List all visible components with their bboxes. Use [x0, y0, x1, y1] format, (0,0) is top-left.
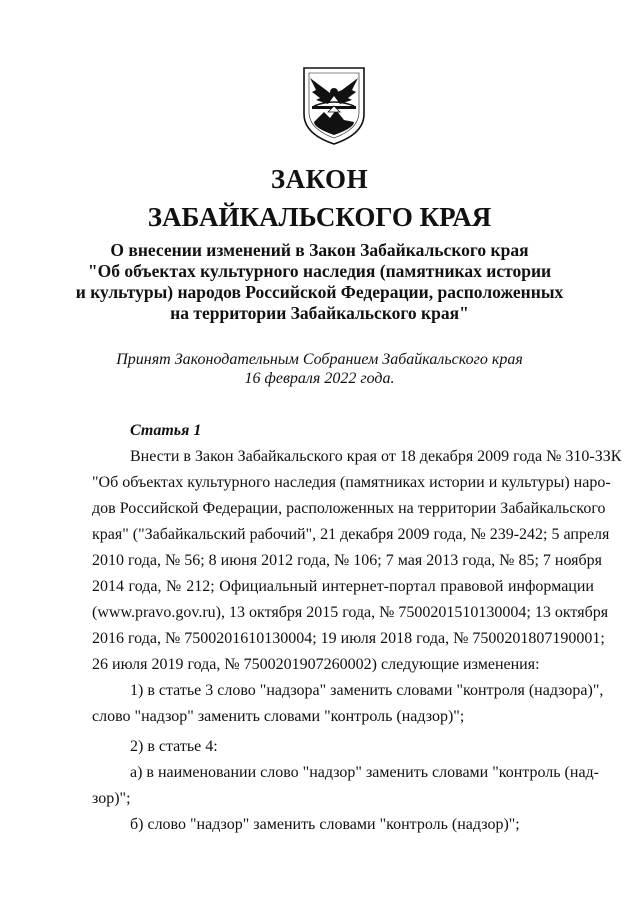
article-line: Внести в Закон Забайкальского края от 18 декабря 2009 года № 310-ЗЗК [130, 448, 622, 465]
article-line: 2014 года, № 212; Официальный интернет-портал правовой информации [92, 578, 594, 595]
law-subject-line: "Об объектах культурного наследия (памятниках истории [87, 261, 552, 281]
article-line: зор)"; [92, 790, 131, 807]
article-heading: Статья 1 [130, 422, 202, 439]
article-line: края" ("Забайкальский рабочий", 21 декабря 2009 года, № 239-242; 5 апреля [92, 526, 610, 543]
law-subject-line: О внесении изменений в Закон Забайкальского края [110, 240, 529, 260]
article-line: слово "надзор" заменить словами "контроль (надзор)"; [92, 708, 465, 725]
law-title: ЗАКОН [270, 164, 369, 194]
article-line: 2016 года, № 7500201610130004; 19 июля 2018 года, № 7500201807190001; [92, 630, 605, 647]
article-line: 26 июля 2019 года, № 7500201907260002) следующие изменения: [92, 656, 540, 673]
coat-of-arms-icon [300, 62, 368, 146]
adoption-date: 16 февраля 2022 года. [244, 370, 395, 387]
article-line: "Об объектах культурного наследия (памятниках истории и культуры) наро- [92, 474, 611, 491]
law-subject-line: на территории Забайкальского края" [170, 303, 469, 323]
region-title: ЗАБАЙКАЛЬСКОГО КРАЯ [147, 202, 492, 232]
article-line: (www.pravo.gov.ru), 13 октября 2015 года, № 7500201510130004; 13 октября [92, 604, 609, 621]
law-subject [0, 240, 639, 324]
article-line: 2010 года, № 56; 8 июня 2012 года, № 106; 7 мая 2013 года, № 85; 7 ноября [92, 552, 602, 569]
adoption-line: Принят Законодательным Собранием Забайкальского края [116, 351, 523, 368]
law-subject-line: и культуры) народов Российской Федерации, расположенных [75, 282, 564, 302]
article-line: а) в наименовании слово "надзор" заменить словами "контроль (над- [130, 764, 600, 781]
adoption-note [0, 350, 639, 388]
article-line: 1) в статье 3 слово "надзора" заменить словами "контроля (надзора)", [130, 682, 604, 699]
article-line: дов Российской Федерации, расположенных на территории Забайкальского [92, 500, 606, 517]
article-line: 2) в статье 4: [130, 738, 218, 755]
article-line: б) слово "надзор" заменить словами "контроль (надзор)"; [130, 816, 520, 833]
